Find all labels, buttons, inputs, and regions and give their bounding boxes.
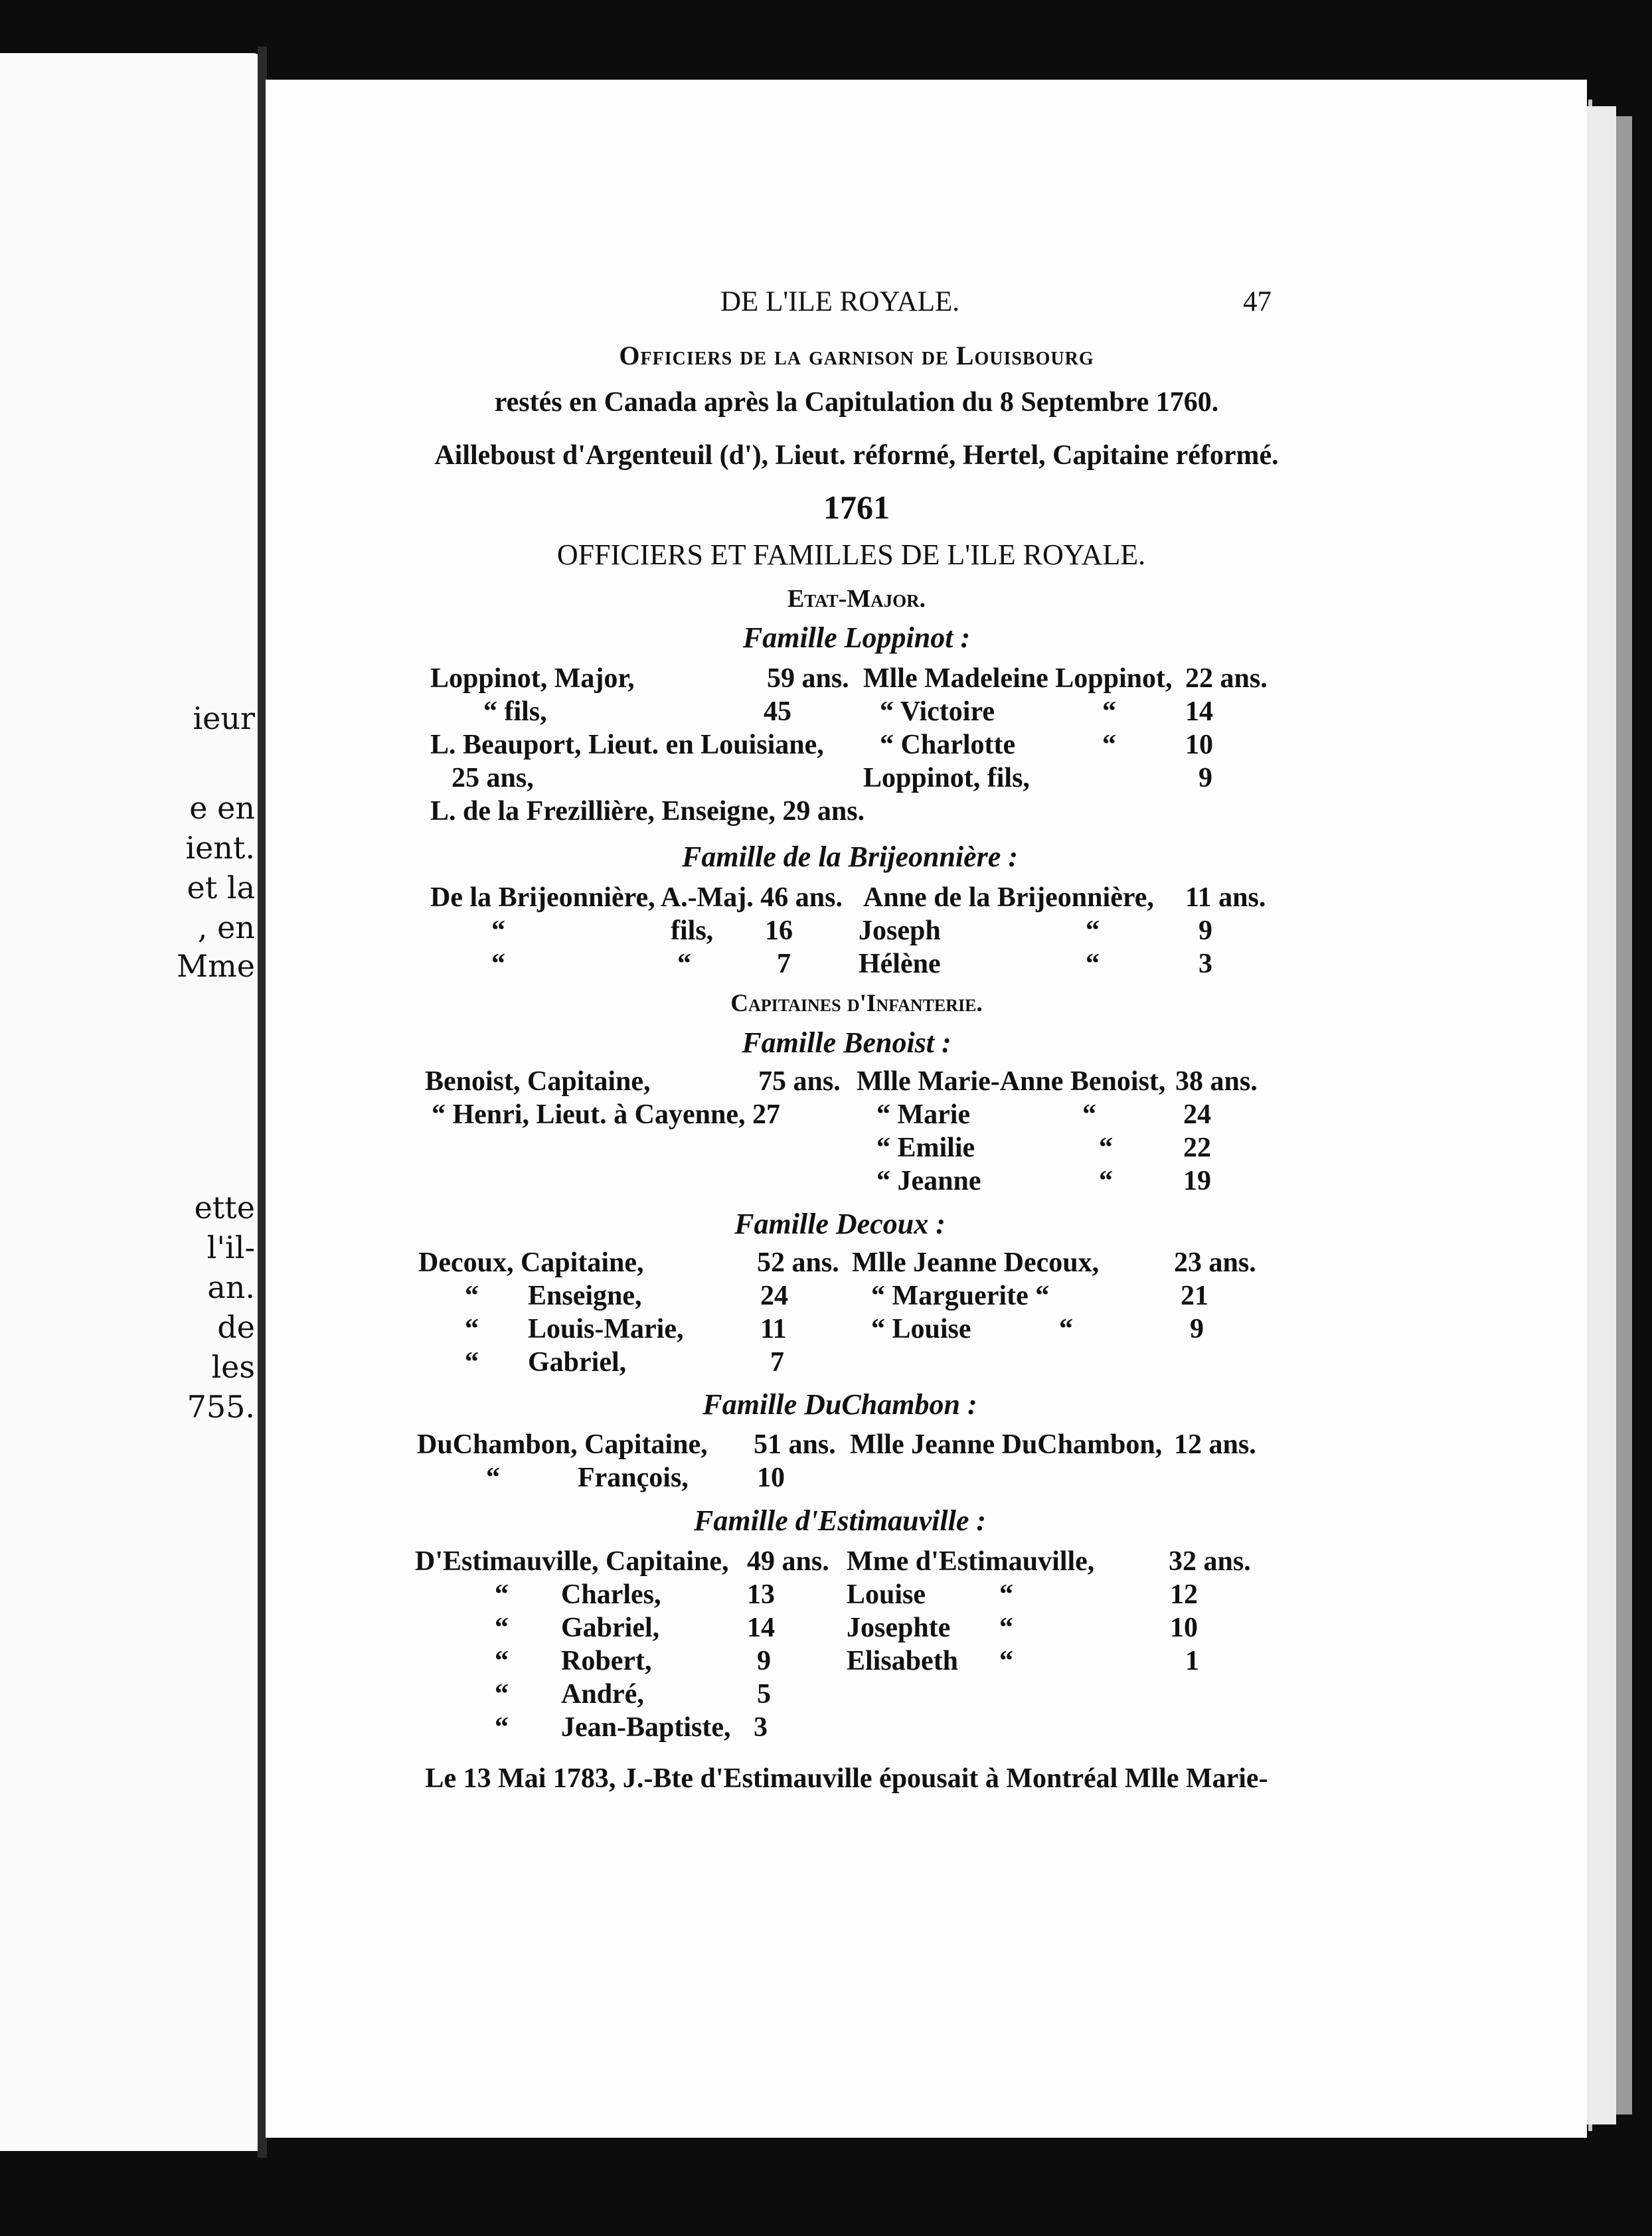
family-heading: Famille Decoux :: [734, 1208, 946, 1240]
ditto-mark: “: [495, 1712, 509, 1743]
left-page-text: 755.: [187, 1389, 255, 1425]
ditto-mark: “: [999, 1613, 1013, 1643]
row-age: 7: [777, 949, 791, 979]
row-child: “ Marie: [876, 1099, 971, 1130]
row-child: Mme d'Estimauville,: [847, 1546, 1095, 1577]
row-name: 25 ans,: [452, 763, 534, 793]
row-age: 16: [765, 916, 793, 946]
page-edge-shadow: [1616, 116, 1632, 2115]
left-page-text: de: [217, 1309, 255, 1345]
year-heading: 1761: [823, 489, 890, 526]
page-edge: [1587, 106, 1616, 2124]
left-page-fragment: [0, 53, 260, 2151]
ditto-mark: “: [486, 1463, 500, 1493]
row-name: Louis-Marie,: [528, 1314, 684, 1344]
row-child: Anne de la Brijeonnière,: [863, 882, 1154, 913]
row-child-age: 10: [1170, 1613, 1198, 1643]
row-age: 13: [747, 1579, 775, 1610]
row-name: DuChambon, Capitaine,: [417, 1429, 708, 1460]
row-name: Benoist, Capitaine,: [425, 1066, 651, 1097]
row-child-age: 23 ans.: [1174, 1247, 1256, 1278]
row-child-age: 11 ans.: [1185, 882, 1266, 913]
ditto-mark: “: [491, 949, 505, 979]
row-child: Mlle Jeanne DuChambon,: [850, 1429, 1163, 1460]
row-age: 24: [760, 1281, 788, 1311]
left-page-text: an.: [207, 1269, 255, 1305]
row-name: Gabriel,: [528, 1347, 627, 1378]
ditto-mark: “: [1099, 1166, 1113, 1196]
row-child: Mlle Jeanne Decoux,: [852, 1247, 1100, 1278]
family-heading: Famille d'Estimauville :: [694, 1504, 986, 1537]
row-name: Enseigne,: [528, 1281, 642, 1311]
ditto-mark: “: [677, 949, 691, 979]
row-age: 3: [754, 1712, 768, 1743]
row-name: Jean-Baptiste,: [561, 1712, 731, 1743]
row-child: “ Charlotte: [880, 730, 1016, 760]
section-subheading: restés en Canada après la Capitulation du 8 Septembre 1760.: [494, 387, 1219, 418]
row-name: D'Estimauville, Capitaine,: [415, 1546, 729, 1577]
row-child-age: 24: [1183, 1099, 1211, 1130]
main-title: OFFICIERS ET FAMILLES DE L'ILE ROYALE.: [556, 538, 1146, 571]
footer-line: Le 13 Mai 1783, J.-Bte d'Estimauville épousait à Montréal Mlle Marie-: [425, 1763, 1268, 1794]
row-child-age: 9: [1190, 1314, 1204, 1344]
row-age: 9: [757, 1646, 771, 1676]
row-age: 51 ans.: [754, 1429, 836, 1460]
row-child-age: 19: [1183, 1166, 1211, 1196]
left-page-text: , en: [197, 910, 255, 945]
row-child-age: 38 ans.: [1175, 1066, 1258, 1097]
page-number: 47: [1243, 286, 1272, 317]
left-page-text: les: [211, 1349, 255, 1385]
etat-major-heading: Etat-Major.: [787, 585, 926, 613]
row-name: “ fils,: [483, 696, 547, 727]
ditto-mark: “: [999, 1646, 1013, 1676]
row-age: 75 ans.: [758, 1066, 841, 1097]
row-age: 45: [764, 696, 791, 727]
ditto-mark: “: [465, 1347, 479, 1378]
row-child: Josephte: [847, 1613, 951, 1643]
row-child-age: 10: [1185, 730, 1213, 760]
family-heading: Famille Benoist :: [742, 1026, 951, 1059]
row-name: fils,: [671, 916, 714, 946]
left-page-text: et la: [187, 870, 255, 906]
row-child: “ Louise: [871, 1314, 971, 1344]
ditto-mark: “: [465, 1281, 479, 1311]
ditto-mark: “: [1102, 730, 1116, 760]
section-text: Ailleboust d'Argenteuil (d'), Lieut. réformé, Hertel, Capitaine réformé.: [434, 440, 1279, 471]
row-name: François,: [578, 1463, 689, 1493]
row-age: 10: [757, 1463, 785, 1493]
row-child: Mlle Madeleine Loppinot,: [863, 663, 1173, 694]
ditto-mark: “: [1102, 696, 1116, 727]
row-child-age: 21: [1181, 1281, 1208, 1311]
row-child: “ Marguerite “: [871, 1281, 1050, 1311]
row-child-age: 22 ans.: [1185, 663, 1268, 694]
row-child-age: 9: [1198, 763, 1212, 793]
row-age: 49 ans.: [747, 1546, 829, 1577]
capitaines-heading: Capitaines d'Infanterie.: [730, 990, 983, 1017]
row-age: 14: [747, 1613, 775, 1643]
row-child: Elisabeth: [847, 1646, 959, 1676]
row-name: L. Beauport, Lieut. en Louisiane,: [430, 730, 824, 760]
row-name: Gabriel,: [561, 1613, 660, 1643]
ditto-mark: “: [1059, 1314, 1073, 1344]
row-child: Louise: [847, 1579, 926, 1610]
row-child-age: 32 ans.: [1169, 1546, 1251, 1577]
ditto-mark: “: [491, 916, 505, 946]
row-name: Loppinot, Major,: [430, 663, 635, 694]
row-name: Charles,: [561, 1579, 661, 1610]
row-child: “ Victoire: [880, 696, 995, 727]
ditto-mark: “: [495, 1646, 509, 1676]
row-name: De la Brijeonnière, A.-Maj. 46 ans.: [430, 882, 843, 913]
row-name: L. de la Frezillière, Enseigne, 29 ans.: [430, 796, 865, 827]
row-age: 11: [760, 1314, 787, 1344]
running-head-title: DE L'ILE ROYALE.: [720, 286, 960, 317]
row-child-age: 22: [1183, 1133, 1211, 1163]
row-name: Robert,: [561, 1646, 652, 1676]
row-age: 5: [757, 1679, 771, 1710]
row-name: André,: [561, 1679, 644, 1710]
ditto-mark: “: [1082, 1099, 1096, 1130]
family-heading: Famille de la Brijeonnière :: [682, 840, 1018, 873]
row-child: Loppinot, fils,: [863, 763, 1030, 793]
ditto-mark: “: [495, 1613, 509, 1643]
ditto-mark: “: [1086, 916, 1100, 946]
row-name: Decoux, Capitaine,: [418, 1247, 644, 1278]
row-name: “ Henri, Lieut. à Cayenne, 27: [432, 1099, 780, 1130]
left-page-text: ient.: [185, 830, 255, 866]
row-child-age: 3: [1198, 949, 1212, 979]
left-page-text: ieur: [193, 700, 255, 736]
ditto-mark: “: [465, 1314, 479, 1344]
row-age: 52 ans.: [757, 1247, 839, 1278]
row-child: “ Jeanne: [876, 1166, 981, 1196]
row-age: 7: [770, 1347, 784, 1378]
row-child-age: 9: [1198, 916, 1212, 946]
row-child: “ Emilie: [876, 1133, 975, 1163]
row-child-age: 14: [1185, 696, 1213, 727]
row-child-age: 12: [1170, 1579, 1198, 1610]
left-page-text: ette: [194, 1190, 255, 1226]
row-child: Joseph: [859, 916, 941, 946]
ditto-mark: “: [495, 1679, 509, 1710]
row-age: 59 ans.: [767, 663, 849, 694]
ditto-mark: “: [999, 1579, 1013, 1610]
family-heading: Famille DuChambon :: [702, 1388, 977, 1421]
ditto-mark: “: [1099, 1133, 1113, 1163]
row-child: Hélène: [859, 949, 941, 979]
family-heading: Famille Loppinot :: [742, 621, 971, 654]
left-page-text: l'il-: [206, 1230, 255, 1265]
row-child-age: 12 ans.: [1174, 1429, 1256, 1460]
left-page-text: Mme: [177, 948, 255, 984]
left-page-text: e en: [189, 790, 255, 826]
ditto-mark: “: [1086, 949, 1100, 979]
row-child: Mlle Marie-Anne Benoist,: [857, 1066, 1166, 1097]
section-heading: Officiers de la garnison de Louisbourg: [619, 341, 1094, 370]
ditto-mark: “: [495, 1579, 509, 1610]
row-child-age: 1: [1185, 1646, 1199, 1676]
